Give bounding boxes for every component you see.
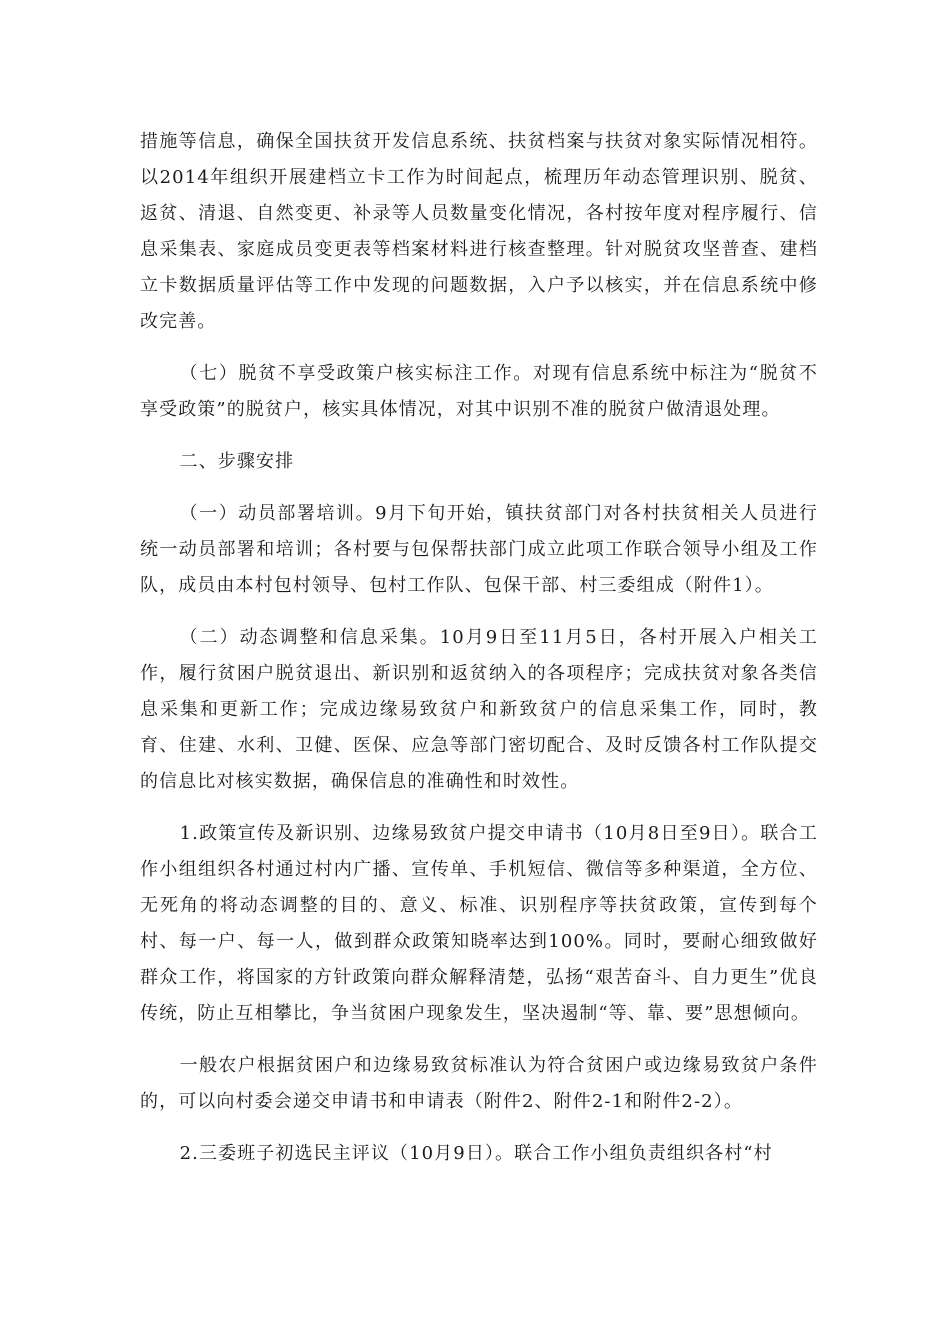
paragraph-continuation: 措施等信息，确保全国扶贫开发信息系统、扶贫档案与扶贫对象实际情况相符。以2014年组织开展建档立卡工作为时间起点，梳理历年动态管理识别、脱贫、返贫、清退、自然变更、补录等人员数量变化情况，各村按年度对程序履行、信息采集表、家庭成员变更表等档案材料进行核查整理。针对脱贫攻坚普查、建档立卡数据质量评估等工作中发现的问题数据，入户予以核实，并在信息系统中修改完善。 — [140, 131, 818, 332]
paragraph-step-2-dynamic-adjustment: （二）动态调整和信息采集。10月9日至11月5日，各村开展入户相关工作，履行贫困户脱贫退出、新识别和返贫纳入的各项程序；完成扶贫对象各类信息采集和更新工作；完成边缘易致贫户和新致贫户的信息采集工作，同时，教育、住建、水利、卫健、医保、应急等部门密切配合、及时反馈各村工作队提交的信息比对核实数据，确保信息的准确性和时效性。 — [140, 627, 818, 792]
section-heading-steps: 二、步骤安排 — [179, 451, 295, 472]
paragraph-item-7-policy-marking: （七）脱贫不享受政策户核实标注工作。对现有信息系统中标注为“脱贫不享受政策”的脱贫户，核实具体情况，对其中识别不准的脱贫户做清退处理。 — [140, 363, 818, 420]
paragraph-step-1-mobilization: （一）动员部署培训。9月下旬开始，镇扶贫部门对各村扶贫相关人员进行统一动员部署和培训；各村要与包保帮扶部门成立此项工作联合领导小组及工作队，成员由本村包村领导、包村工作队、包保干部、村三委组成（附件1）。 — [140, 503, 818, 596]
paragraph-substep-1-policy-publicity: 1.政策宣传及新识别、边缘易致贫户提交申请书（10月8日至9日）。联合工作小组组织各村通过村内广播、宣传单、手机短信、微信等多种渠道，全方位、无死角的将动态调整的目的、意义、标准、识别程序等扶贫政策，宣传到每个村、每一户、每一人，做到群众政策知晓率达到100%。同时，要耐心细致做好群众工作，将国家的方针政策向群众解释清楚，弘扬“艰苦奋斗、自力更生”优良传统，防止互相攀比，争当贫困户现象发生，坚决遏制“等、靠、要”思想倾向。 — [140, 823, 818, 1024]
paragraph-substep-2-preliminary-review: 2.三委班子初选民主评议（10月9日）。联合工作小组负责组织各村“村 — [179, 1143, 773, 1164]
document-body — [140, 124, 818, 1188]
paragraph-application-note: 一般农户根据贫困户和边缘易致贫标准认为符合贫困户或边缘易致贫户条件的，可以向村委会递交申请书和申请表（附件2、附件2-1和附件2-2）。 — [140, 1055, 818, 1112]
